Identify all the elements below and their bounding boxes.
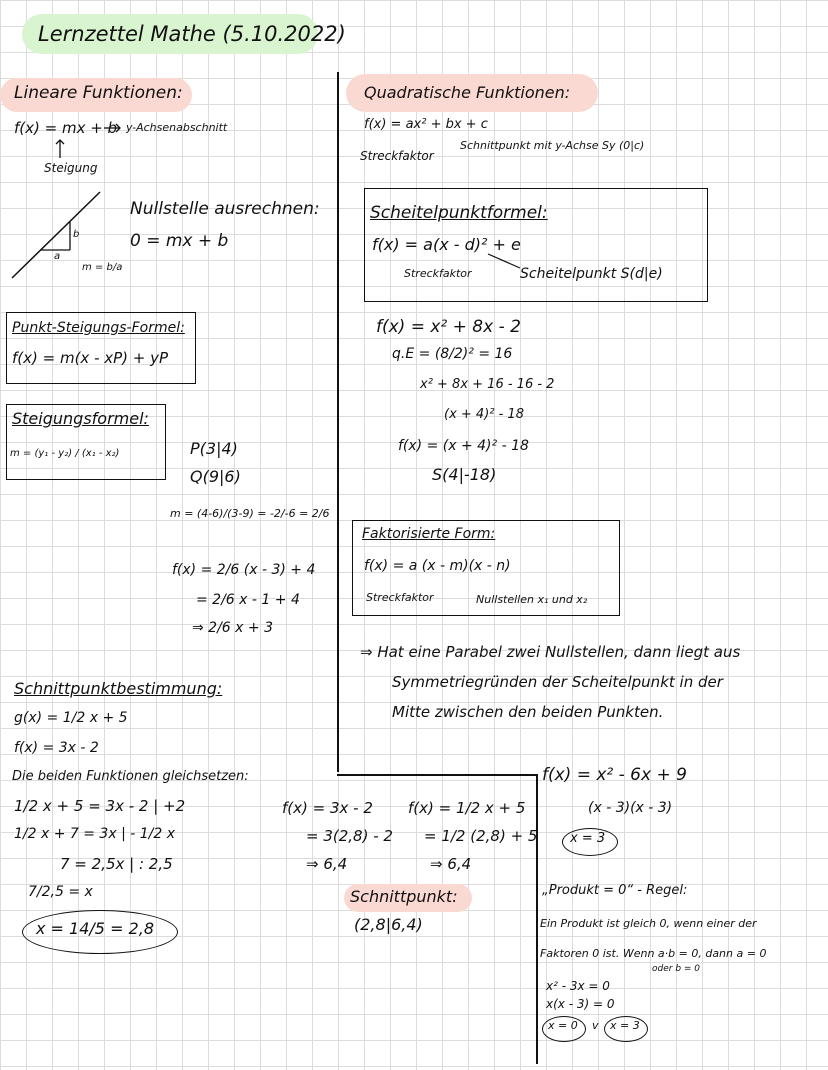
- vertex-stretch: Streckfaktor: [404, 267, 472, 280]
- quadratic-stretch: Streckfaktor: [360, 149, 434, 163]
- right-lower-divider: [536, 774, 538, 1064]
- solve-step-3: 7 = 2,5x | : 2,5: [60, 855, 173, 873]
- bottom-divider: [337, 774, 537, 776]
- pointslope-equation: f(x) = m(x - xP) + yP: [12, 349, 169, 367]
- vertex-arrow: [486, 252, 526, 272]
- g-calc-2: = 1/2 (2,8) + 5: [424, 827, 538, 845]
- linear-heading: Lineare Funktionen:: [14, 83, 183, 103]
- product-rule-heading: „Produkt = 0“ - Regel:: [542, 883, 688, 898]
- factored-equation: f(x) = a (x - m)(x - n): [364, 558, 511, 574]
- fx-result: x = 3: [570, 831, 606, 846]
- pointslope-heading: Punkt-Steigungs-Formel:: [12, 320, 185, 336]
- parabola-note-2: Symmetriegründen der Scheitelpunkt in der: [392, 673, 723, 691]
- center-divider: [337, 72, 339, 772]
- f-calc-3: ⇒ 6,4: [306, 855, 348, 873]
- slope-note: Steigung: [44, 161, 98, 175]
- triangle-b-label: b: [73, 229, 80, 240]
- g-calc-1: f(x) = 1/2 x + 5: [408, 799, 526, 817]
- slope-calculation: m = (4-6)/(3-9) = -2/-6 = 2/6: [170, 507, 330, 520]
- quadratic-formula: f(x) = ax² + bx + c: [364, 117, 488, 132]
- factored-stretch: Streckfaktor: [366, 591, 434, 604]
- intercept-note: Schnittpunkt mit y-Achse Sy (0|c): [460, 139, 645, 152]
- fx-equation: f(x) = x² - 6x + 9: [542, 765, 687, 785]
- product-text-1: Ein Produkt ist gleich 0, wenn einer der: [540, 917, 757, 930]
- factored-note: Nullstellen x₁ und x₂: [476, 593, 588, 606]
- solve-step-4: 7/2,5 = x: [28, 884, 93, 900]
- result-value: (2,8|6,4): [354, 915, 423, 934]
- zero-heading: Nullstelle ausrechnen:: [130, 199, 320, 219]
- example-line-5: f(x) = (x + 4)² - 18: [398, 438, 529, 454]
- f-line-3: ⇒ 2/6 x + 3: [192, 620, 273, 636]
- quadratic-heading: Quadratische Funktionen:: [364, 83, 571, 102]
- linear-formula: f(x) = mx + b: [14, 119, 118, 137]
- f-calc-1: f(x) = 3x - 2: [282, 799, 373, 817]
- product-text-3: oder b = 0: [652, 964, 701, 974]
- vertex-note: Scheitelpunkt S(d|e): [520, 266, 663, 282]
- g-calc-3: ⇒ 6,4: [430, 855, 472, 873]
- f-line-1: f(x) = 2/6 (x - 3) + 4: [172, 562, 316, 578]
- example-line-1: f(x) = x² + 8x - 2: [376, 317, 521, 337]
- parabola-note-3: Mitte zwischen den beiden Punkten.: [392, 703, 664, 721]
- page-title: Lernzettel Mathe (5.10.2022): [38, 22, 346, 46]
- point-q: Q(9|6): [190, 467, 241, 486]
- result-heading: Schnittpunkt:: [350, 887, 458, 906]
- product-text-2: Faktoren 0 ist. Wenn a·b = 0, dann a = 0: [540, 947, 767, 960]
- solve-step-5: x = 14/5 = 2,8: [36, 919, 154, 938]
- slope-fraction: m = b/a: [82, 262, 123, 273]
- yaxis-note: y-Achsenabschnitt: [126, 121, 228, 134]
- linear-arrows: [56, 118, 176, 158]
- f-line-2: = 2/6 x - 1 + 4: [196, 592, 300, 608]
- solve-step-2: 1/2 x + 7 = 3x | - 1/2 x: [14, 826, 176, 842]
- g-definition: g(x) = 1/2 x + 5: [14, 710, 128, 726]
- f-calc-2: = 3(2,8) - 2: [306, 827, 393, 845]
- product-or: v: [592, 1019, 599, 1032]
- vertex-equation: f(x) = a(x - d)² + e: [372, 235, 521, 254]
- factored-heading: Faktorisierte Form:: [362, 526, 496, 542]
- example-line-2: q.E = (8/2)² = 16: [392, 346, 513, 362]
- parabola-note-1: ⇒ Hat eine Parabel zwei Nullstellen, dann liegt aus: [360, 643, 741, 661]
- intersection-heading: Schnittpunktbestimmung:: [14, 679, 223, 698]
- slopeformula-heading: Steigungsformel:: [12, 409, 149, 428]
- product-example-2: x(x - 3) = 0: [546, 997, 615, 1011]
- solve-step-1: 1/2 x + 5 = 3x - 2 | +2: [14, 797, 186, 815]
- example-line-3: x² + 8x + 16 - 16 - 2: [420, 377, 555, 392]
- product-example-1: x² - 3x = 0: [546, 979, 610, 993]
- equate-instruction: Die beiden Funktionen gleichsetzen:: [12, 769, 249, 784]
- product-solution-2: x = 3: [610, 1019, 640, 1032]
- product-solution-1: x = 0: [548, 1019, 578, 1032]
- example-line-4: (x + 4)² - 18: [444, 407, 524, 422]
- vertex-heading: Scheitelpunktformel:: [370, 203, 548, 223]
- triangle-a-label: a: [54, 251, 61, 262]
- zero-equation: 0 = mx + b: [130, 231, 229, 251]
- slopeformula-equation: m = (y₁ - y₂) / (x₁ - x₂): [10, 448, 120, 459]
- point-p: P(3|4): [190, 439, 238, 458]
- f-definition: f(x) = 3x - 2: [14, 740, 99, 756]
- example-line-6: S(4|-18): [432, 465, 497, 484]
- fx-factored: (x - 3)(x - 3): [588, 800, 673, 816]
